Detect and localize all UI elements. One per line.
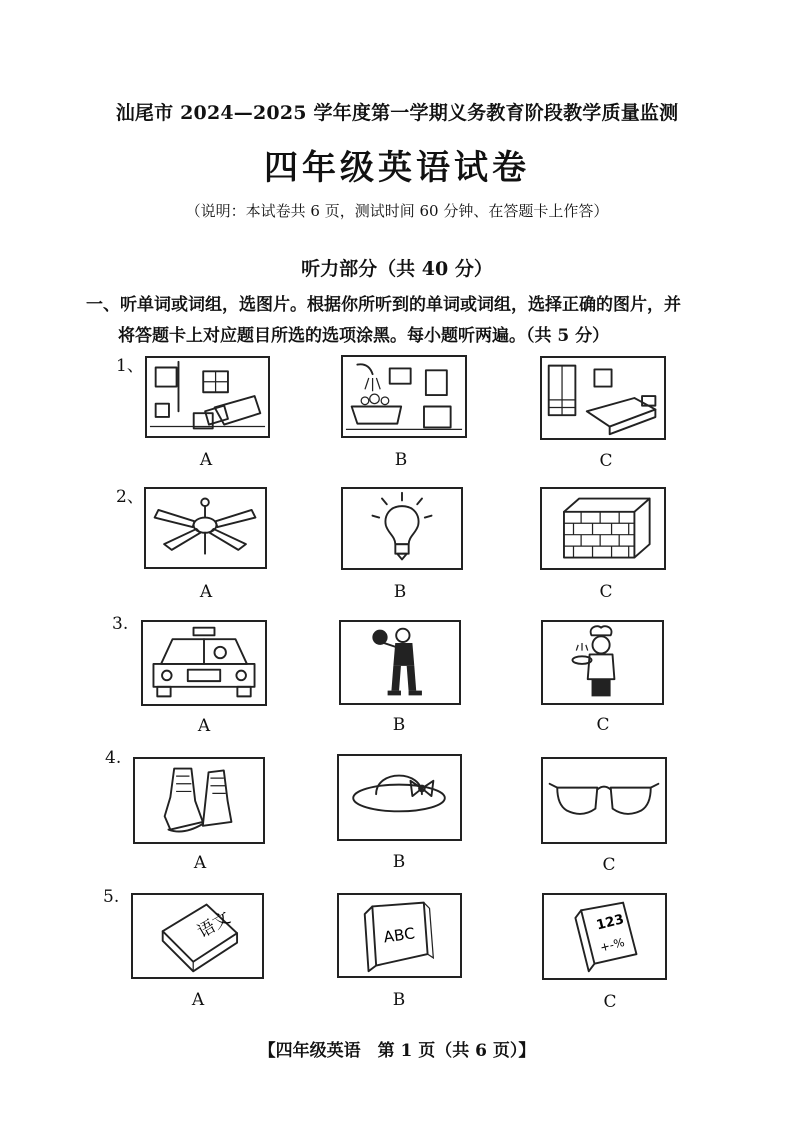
item-3-option-a-label: A — [197, 716, 211, 736]
item-5-option-b-label: B — [392, 990, 406, 1010]
question-instruction-line-1: 一、听单词或词组，选图片。根据你所听到的单词或词组，选择正确的图片，并 — [86, 295, 681, 315]
basketball-player-icon — [341, 622, 459, 703]
section-title: 听力部分（共 40 分） — [301, 258, 493, 280]
english-book-icon — [339, 895, 460, 976]
exam-header-line: 汕尾市 2024—2025 学年度第一学期义务教育阶段教学质量监测 — [115, 102, 679, 124]
glasses-icon — [543, 759, 665, 842]
item-5-option-b-picture[interactable] — [337, 893, 462, 978]
ceiling-fan-icon — [146, 489, 265, 567]
item-2-option-b-label: B — [393, 582, 407, 602]
item-4-option-b-label: B — [392, 852, 406, 872]
item-5-a-book-text: 语文 — [194, 907, 235, 943]
item-3-option-c-picture[interactable] — [541, 620, 664, 705]
sneakers-icon — [135, 759, 263, 842]
item-1-option-b-picture[interactable] — [341, 355, 467, 438]
living-room-icon — [147, 358, 268, 436]
taxi-icon — [143, 622, 265, 704]
item-1-option-a-label: A — [199, 450, 213, 470]
light-bulb-icon — [343, 489, 461, 568]
item-1-number: 1、 — [116, 356, 144, 376]
hat-icon — [339, 756, 460, 839]
bedroom-icon — [542, 358, 664, 438]
item-5-option-c-label: C — [603, 992, 617, 1012]
math-book-icon — [544, 895, 665, 978]
item-5-number: 5. — [103, 887, 120, 907]
page-footer: 【四年级英语 第 1 页（共 6 页）】 — [258, 1041, 536, 1061]
chinese-book-icon — [133, 895, 262, 977]
item-4-option-b-picture[interactable] — [337, 754, 462, 841]
item-1-option-a-picture[interactable] — [145, 356, 270, 438]
question-instruction-line-2: 将答题卡上对应题目所选的选项涂黑。每小题听两遍。（共 5 分） — [118, 326, 610, 346]
item-2-option-a-label: A — [199, 582, 213, 602]
item-1-option-c-label: C — [599, 451, 613, 471]
item-1-option-b-label: B — [394, 450, 408, 470]
item-3-option-b-label: B — [392, 715, 406, 735]
item-4-option-c-picture[interactable] — [541, 757, 667, 844]
item-3-option-a-picture[interactable] — [141, 620, 267, 706]
item-1-option-c-picture[interactable] — [540, 356, 666, 440]
item-2-number: 2、 — [116, 487, 144, 507]
item-2-option-c-label: C — [599, 582, 613, 602]
bathroom-icon — [343, 357, 465, 436]
item-3-option-b-picture[interactable] — [339, 620, 461, 705]
exam-title: 四年级英语试卷 — [264, 148, 530, 188]
exam-instructions: （说明：本试卷共 6 页，测试时间 60 分钟、在答题卡上作答） — [185, 202, 609, 220]
item-3-option-c-label: C — [596, 715, 610, 735]
item-5-b-book-text: ABC — [382, 924, 416, 947]
item-5-option-a-picture[interactable] — [131, 893, 264, 979]
item-5-option-a-label: A — [191, 990, 205, 1010]
item-5-option-c-picture[interactable] — [542, 893, 667, 980]
item-4-option-a-picture[interactable] — [133, 757, 265, 844]
cook-icon — [543, 622, 662, 703]
item-5-c-book-text: 123 — [594, 912, 626, 934]
item-2-option-c-picture[interactable] — [540, 487, 666, 570]
item-4-option-c-label: C — [602, 855, 616, 875]
item-4-number: 4. — [105, 748, 122, 768]
item-4-option-a-label: A — [193, 853, 207, 873]
brick-wall-icon — [542, 489, 664, 568]
math-symbols-icon: +-% — [598, 934, 626, 955]
item-2-option-b-picture[interactable] — [341, 487, 463, 570]
item-2-option-a-picture[interactable] — [144, 487, 267, 569]
item-3-number: 3. — [112, 614, 129, 634]
